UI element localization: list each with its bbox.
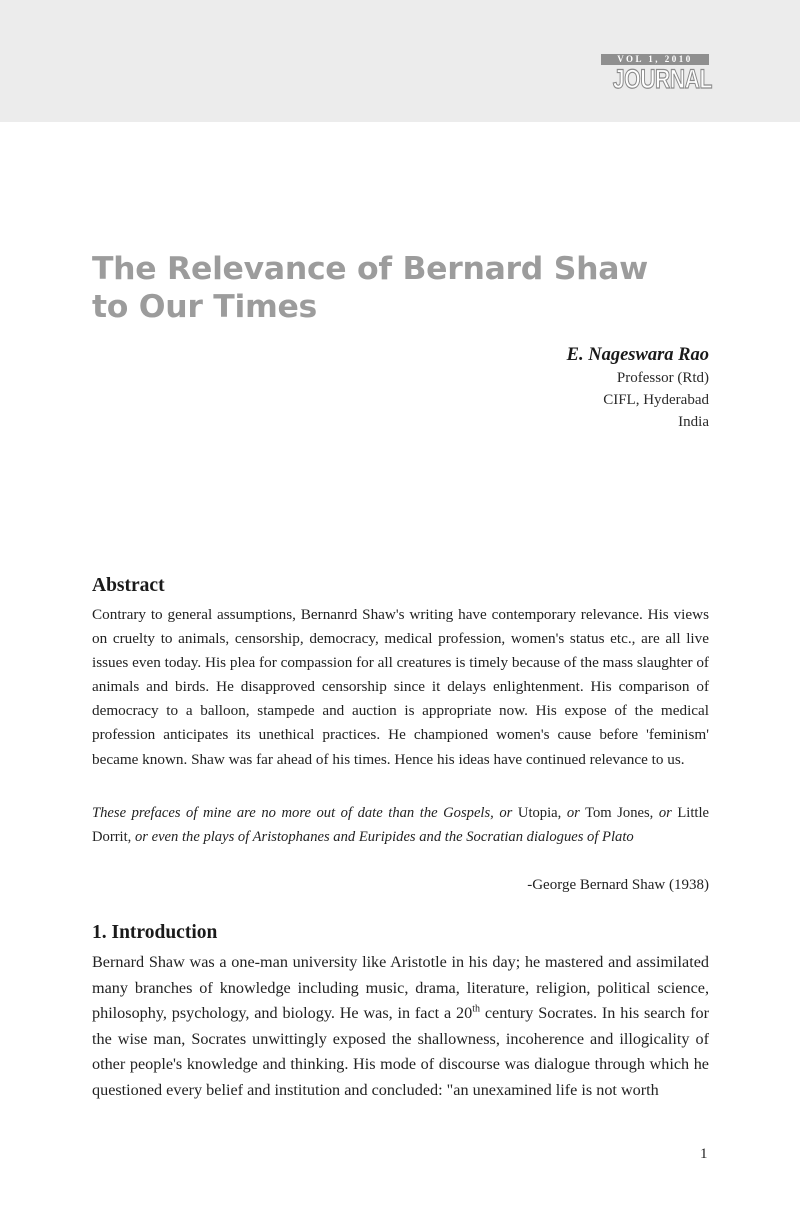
epigraph-part-5: or: [658, 805, 672, 821]
epigraph-part-7: or even the plays of Aristophanes and Euripides and the Socratian dialogues of Plato: [134, 828, 634, 845]
introduction-text-end: century Socrates. In his search for the wise man, Socrates unwittingly exposed the shallowness, incoherence and illogicality of other people's knowledge and thinking. His mode of discourse was dialogue through which he questioned every belief and institution and concluded: "an unexamined life is not worth: [92, 1004, 709, 1099]
introduction-heading: 1. Introduction: [92, 922, 218, 943]
journal-volume: VOL 1, 2010: [601, 54, 709, 65]
author-name: E. Nageswara Rao: [566, 345, 709, 365]
journal-name: JOURNAL: [612, 64, 712, 94]
epigraph-part-6: Little Dorrit,: [92, 805, 709, 845]
epigraph-attribution: -George Bernard Shaw (1938): [527, 877, 709, 893]
journal-logo: [601, 54, 712, 94]
epigraph-part-1: These prefaces of mine are no more out of date than the Gospels, or: [92, 805, 513, 821]
ordinal-suffix: th: [472, 1003, 480, 1015]
epigraph-part-4: Tom Jones,: [579, 805, 659, 821]
introduction-text-start: Bernard Shaw was a one-man university like Aristotle in his day; he mastered and assimilated many branches of knowledge including music, drama, literature, religion, political science, philosophy, psychology, and biology. He was, in fact a 20: [92, 953, 709, 1023]
author-position: Professor (Rtd): [616, 370, 709, 386]
article-title-line-2: to Our Times: [92, 289, 317, 325]
article-title: [92, 250, 732, 326]
introduction-text: [92, 950, 709, 1104]
epigraph-quote: [92, 802, 709, 849]
abstract-heading: Abstract: [92, 575, 165, 596]
abstract-text: Contrary to general assumptions, Bernanrd Shaw's writing have contemporary relevance. His views on cruelty to animals, censorship, democracy, medical profession, women's status etc., are all live issues even today. His plea for compassion for all creatures is timely because of the mass slaughter of animals and birds. He disapproved censorship since it delays enlightenment. His comparison of democracy to a balloon, stampede and auction is appropriate now. His expose of the medical profession anticipates its unethical practices. He championed women's cause before 'feminism' became known. Shaw was far ahead of his times. Hence his ideas have continued relevance to us.: [92, 606, 709, 768]
article-title-line-1: The Relevance of Bernard Shaw: [92, 251, 648, 287]
author-institution: CIFL, Hyderabad: [603, 392, 709, 408]
epigraph-part-2: Utopia,: [512, 805, 567, 821]
epigraph-part-3: or: [566, 805, 580, 821]
author-block: [567, 343, 709, 433]
page-number: 1: [700, 1146, 708, 1162]
author-country: India: [678, 414, 709, 430]
